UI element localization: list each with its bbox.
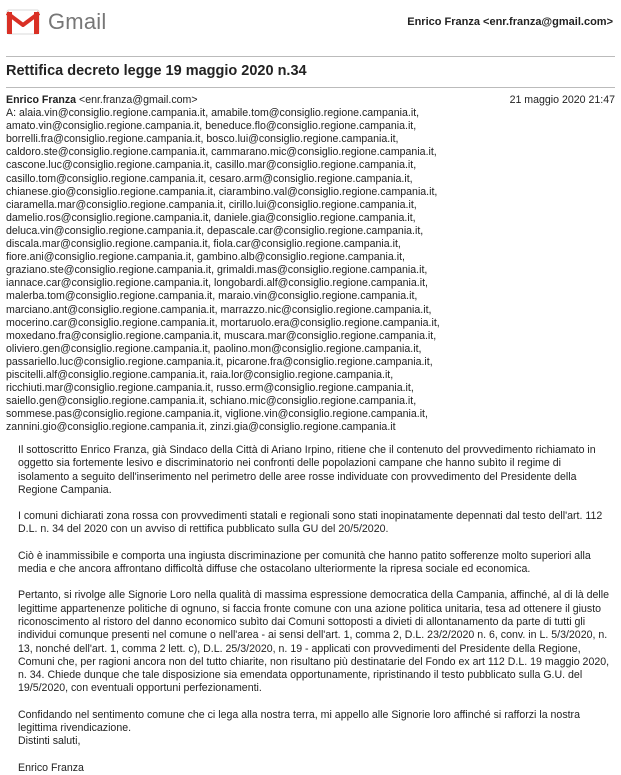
recipient-line: piscitelli.alf@consiglio.regione.campania.it, raia.lor@consiglio.regione.campania.it, xyxy=(6,368,394,381)
sender-name: Enrico Franza xyxy=(6,94,77,106)
recipient-line: deluca.vin@consiglio.regione.campania.it, depascale.car@consiglio.regione.campania.it, xyxy=(6,224,424,237)
recipient-line: caldoro.ste@consiglio.regione.campania.it, cammarano.mic@consiglio.regione.campania.it, xyxy=(6,146,437,159)
recipient-line: fiore.ani@consiglio.regione.campania.it, gambino.alb@consiglio.regione.campania.it, xyxy=(6,251,405,264)
signature: Enrico Franza xyxy=(18,761,84,774)
recipient-line: damelio.ros@consiglio.regione.campania.it, daniele.gia@consiglio.regione.campania.it, xyxy=(6,211,416,224)
body-paragraph-4: Pertanto, si rivolge alle Signorie Loro nella qualità di massima espressione democratica della Campania, affinché, al di là delle legittime appartenenze politiche di ognuno, si faccia fronte comune con una azione politica unitaria, tesa ad ottenere il giusto riconoscimento al ristoro del danno economico subìto dai Comuni sottoposti a divieti di allontanamento da parte di tutti gli individui comunque presenti nel comune o nell'area - ai sensi dell'art. 1, comma 2, D.L. 23/2/2020 n. 6, conv. in L. 5/3/2020, n. 13, nonché dell'art. 1, comma 2 lett. c), D.L. 25/3/2020, n. 19 - applicati con provvedimenti del Presidente della Regione, Comuni che, per ragioni ancora non del tutto chiarite, non risultano più destinatarie del Fondo ex art 112 D.L. 19 maggio 2020, n. 34. Chiede dunque che tale disposizione sia emendata opportunamente, ripristinando il testo pubblicato sulla G.U. del 19/5/2020, con eventuali opportuni perfezionamenti. xyxy=(18,589,610,695)
recipient-line: iannace.car@consiglio.regione.campania.it, longobardi.alf@consiglio.regione.campania.it, xyxy=(6,277,428,290)
recipient-line: malerba.tom@consiglio.regione.campania.it, maraio.vin@consiglio.regione.campania.it, xyxy=(6,290,418,303)
recipient-line: saiello.gen@consiglio.regione.campania.it, schiano.mic@consiglio.regione.campania.it, xyxy=(6,395,417,408)
recipient-line: chianese.gio@consiglio.regione.campania.it, ciarambino.val@consiglio.regione.campania.it, xyxy=(6,185,438,198)
recipient-line: sommese.pas@consiglio.regione.campania.it, viglione.vin@consiglio.regione.campania.it, xyxy=(6,408,428,421)
recipient-line: amato.vin@consiglio.regione.campania.it, beneduce.flo@consiglio.regione.campania.it, xyxy=(6,120,417,133)
recipient-line: casillo.tom@consiglio.regione.campania.it, cesaro.arm@consiglio.regione.campania.it, xyxy=(6,172,413,185)
body-paragraph-3: Ciò è inammissibile e comporta una ingiusta discriminazione per comunità che hanno patito sofferenze molto superiori alla media e che ancora affrontano difficoltà diffuse che ostacolano ulteriormente la ripresa sociale ed economica. xyxy=(18,549,591,576)
account-label: Enrico Franza <enr.franza@gmail.com> xyxy=(407,16,613,28)
recipient-line: mocerino.car@consiglio.regione.campania.it, mortaruolo.era@consiglio.regione.campania.it, xyxy=(6,316,440,329)
sender xyxy=(6,94,198,107)
recipient-line: zannini.gio@consiglio.regione.campania.it, zinzi.gia@consiglio.regione.campania.it xyxy=(6,421,396,434)
gmail-header xyxy=(6,6,615,40)
header-divider xyxy=(6,56,615,57)
gmail-logo-text: Gmail xyxy=(48,9,107,34)
gmail-logo[interactable] xyxy=(6,6,106,38)
recipient-line: passariello.luc@consiglio.regione.campania.it, picarone.fra@consiglio.regione.campania.it, xyxy=(6,355,433,368)
recipient-line: marciano.ant@consiglio.regione.campania.it, marrazzo.nic@consiglio.regione.campania.it, xyxy=(6,303,432,316)
recipients-list xyxy=(6,107,615,434)
closing-line: Distinti saluti, xyxy=(18,735,81,748)
body-paragraph-2: I comuni dichiarati zona rossa con provvedimenti statali e regionali sono stati inopinatamente depennati dal testo dell'art. 112 D.L. n. 34 del 2020 con un avviso di rettifica pubblicato sulla GU del 20/5/2020. xyxy=(18,510,603,536)
recipient-line: discala.mar@consiglio.regione.campania.it, fiola.car@consiglio.regione.campania.it, xyxy=(6,238,401,251)
gmail-envelope-icon xyxy=(6,9,40,35)
recipient-line: oliviero.gen@consiglio.regione.campania.it, paolino.mon@consiglio.regione.campania.it, xyxy=(6,342,422,355)
email-meta xyxy=(6,94,615,434)
body-paragraph-1: Il sottoscritto Enrico Franza, già Sindaco della Città di Ariano Irpino, ritiene che il contenuto del provvedimento richiamato in oggetto sia fortemente lesivo e discriminatorio nei confronti delle popolazioni campane che hanno subìto il regime di isolamento a seguito dell'inserimento nel perimetro delle aree rosse individuate con provvedimento del Presidente della Regione Campania. xyxy=(18,444,596,496)
recipient-line: ricchiuti.mar@consiglio.regione.campania.it, russo.erm@consiglio.regione.campania.it, xyxy=(6,382,414,395)
email-body xyxy=(18,444,611,775)
body-paragraph-5: Confidando nel sentimento comune che ci lega alla nostra terra, mi appello alle Signorie loro affinché si rafforzi la nostra legittima rivendicazione. xyxy=(18,708,580,735)
recipient-line: cascone.luc@consiglio.regione.campania.it, casillo.mar@consiglio.regione.campania.it, xyxy=(6,159,417,172)
recipient-line: A: alaia.vin@consiglio.regione.campania.it, amabile.tom@consiglio.regione.campania.it, xyxy=(6,107,420,120)
recipient-line: borrelli.fra@consiglio.regione.campania.it, bosco.lui@consiglio.regione.campania.it, xyxy=(6,133,399,146)
recipient-line: ciaramella.mar@consiglio.regione.campania.it, cirillo.lui@consiglio.regione.campania.it, xyxy=(6,198,417,211)
sender-row xyxy=(6,94,615,107)
email-subject: Rettifica decreto legge 19 maggio 2020 n.34 xyxy=(6,63,307,79)
subject-divider xyxy=(6,87,615,88)
recipient-line: graziano.ste@consiglio.regione.campania.it, grimaldi.mas@consiglio.regione.campania.it, xyxy=(6,264,428,277)
email-date: 21 maggio 2020 21:47 xyxy=(509,94,615,106)
sender-address: <enr.franza@gmail.com> xyxy=(79,94,198,106)
recipient-line: moxedano.fra@consiglio.regione.campania.it, muscara.mar@consiglio.regione.campania.it, xyxy=(6,329,437,342)
